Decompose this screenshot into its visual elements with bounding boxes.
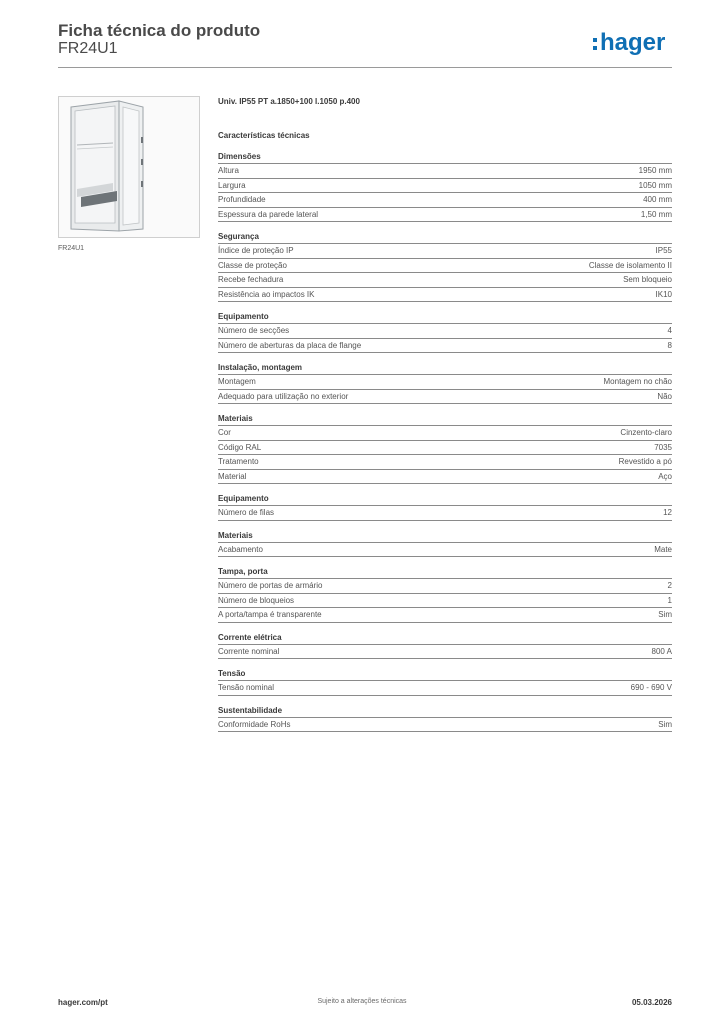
spec-group-title: Instalação, montagem — [218, 363, 303, 372]
spec-row — [218, 542, 672, 558]
spec-label: Número de aberturas da placa de flange — [218, 340, 362, 350]
product-description: Univ. IP55 PT a.1850+100 l.1050 p.400 — [218, 97, 360, 106]
spec-label: Número de portas de armário — [218, 581, 323, 591]
spec-row — [218, 593, 672, 608]
spec-value: Montagem no chão — [603, 377, 672, 387]
spec-label: Adequado para utilização no exterior — [218, 391, 349, 401]
spec-value: 12 — [663, 508, 672, 518]
spec-row — [218, 717, 672, 733]
footer-disclaimer: Sujeito a alterações técnicas — [317, 998, 407, 1005]
spec-row — [218, 258, 672, 273]
spec-row — [218, 440, 672, 455]
spec-row — [218, 389, 672, 405]
spec-group — [218, 705, 672, 733]
spec-label: Altura — [218, 166, 239, 176]
spec-value: Sim — [658, 610, 672, 620]
image-caption: FR24U1 — [58, 245, 85, 252]
footer-date: 05.03.2026 — [631, 998, 672, 1007]
spec-label: Largura — [218, 180, 246, 190]
spec-value: IP55 — [655, 246, 672, 256]
spec-row — [218, 607, 672, 623]
spec-group — [218, 566, 672, 623]
spec-row — [218, 163, 672, 178]
spec-row — [218, 178, 672, 193]
spec-label: Espessura da parede lateral — [218, 209, 319, 219]
spec-value: 690 - 690 V — [630, 683, 672, 693]
spec-label: Classe de proteção — [218, 260, 287, 270]
spec-value: Classe de isolamento II — [588, 260, 672, 270]
spec-label: Conformidade RoHs — [218, 719, 291, 729]
spec-value: 1,50 mm — [640, 209, 672, 219]
spec-label: Código RAL — [218, 442, 262, 452]
spec-value: 4 — [667, 326, 672, 336]
footer-website-link[interactable]: hager.com/pt — [58, 998, 108, 1007]
spec-label: A porta/tampa é transparente — [218, 610, 322, 620]
spec-row — [218, 505, 672, 521]
spec-label: Número de filas — [218, 508, 275, 518]
spec-group — [218, 311, 672, 353]
spec-row — [218, 644, 672, 660]
spec-label: Montagem — [218, 377, 256, 387]
spec-value: Mate — [654, 544, 672, 554]
spec-group-title: Tampa, porta — [218, 567, 268, 576]
spec-group-title: Sustentabilidade — [218, 705, 283, 715]
spec-value: Revestido a pó — [618, 457, 672, 467]
header-divider — [58, 67, 672, 68]
spec-label: Acabamento — [218, 544, 263, 554]
spec-label: Recebe fechadura — [218, 275, 284, 285]
spec-row — [218, 272, 672, 287]
spec-group — [218, 231, 672, 302]
spec-group — [218, 413, 672, 484]
spec-value: 8 — [667, 340, 672, 350]
spec-value: 7035 — [654, 442, 672, 452]
spec-label: Cor — [218, 428, 231, 438]
spec-label: Corrente nominal — [218, 646, 280, 656]
spec-group-title: Segurança — [218, 232, 259, 241]
spec-row — [218, 287, 672, 303]
spec-row — [218, 243, 672, 258]
spec-value: Cinzento-claro — [620, 428, 672, 438]
spec-label: Profundidade — [218, 195, 266, 205]
spec-row — [218, 338, 672, 354]
spec-row — [218, 578, 672, 593]
spec-row — [218, 192, 672, 207]
section-heading: Características técnicas — [218, 131, 310, 140]
spec-row — [218, 425, 672, 440]
product-image — [58, 96, 200, 238]
spec-group-title: Materiais — [218, 530, 253, 540]
spec-value: 2 — [667, 581, 672, 591]
spec-value: Sim — [658, 719, 672, 729]
spec-label: Número de secções — [218, 326, 290, 336]
spec-label: Material — [218, 471, 247, 481]
spec-label: Tensão nominal — [218, 683, 275, 693]
spec-label: Índice de proteção IP — [218, 246, 294, 256]
spec-group-title: Dimensões — [218, 152, 261, 161]
spec-row — [218, 469, 672, 485]
spec-group — [218, 530, 672, 558]
spec-value: 1050 mm — [638, 180, 672, 190]
spec-value: IK10 — [655, 289, 672, 299]
spec-value: 1 — [667, 595, 672, 605]
spec-group — [218, 632, 672, 660]
spec-group — [218, 668, 672, 696]
spec-row — [218, 680, 672, 696]
spec-value: 400 mm — [643, 195, 672, 205]
spec-label: Número de bloqueios — [218, 595, 295, 605]
spec-value: 1950 mm — [638, 166, 672, 176]
spec-row — [218, 323, 672, 338]
spec-group-title: Materiais — [218, 414, 253, 423]
spec-value: Sem bloqueio — [623, 275, 672, 285]
product-code: FR24U1 — [58, 40, 118, 57]
spec-row — [218, 454, 672, 469]
spec-value: Não — [657, 391, 672, 401]
spec-group-title: Corrente elétrica — [218, 632, 282, 642]
page-title: Ficha técnica do produto — [58, 21, 261, 40]
hager-logo[interactable] — [592, 26, 674, 58]
spec-value: 800 A — [651, 646, 672, 656]
spec-row — [218, 207, 672, 223]
spec-value: Aço — [658, 471, 672, 481]
spec-label: Resistência ao impactos IK — [218, 289, 315, 299]
enclosure-illustration — [59, 97, 199, 237]
spec-group-title: Equipamento — [218, 494, 269, 503]
spec-group — [218, 493, 672, 521]
spec-row — [218, 374, 672, 389]
spec-group — [218, 151, 672, 222]
spec-groups — [218, 151, 672, 732]
specifications — [218, 96, 672, 741]
logo-text: hager — [600, 29, 666, 56]
spec-group — [218, 362, 672, 404]
spec-group-title: Equipamento — [218, 312, 269, 321]
spec-group-title: Tensão — [218, 669, 246, 678]
spec-label: Tratamento — [218, 457, 259, 467]
